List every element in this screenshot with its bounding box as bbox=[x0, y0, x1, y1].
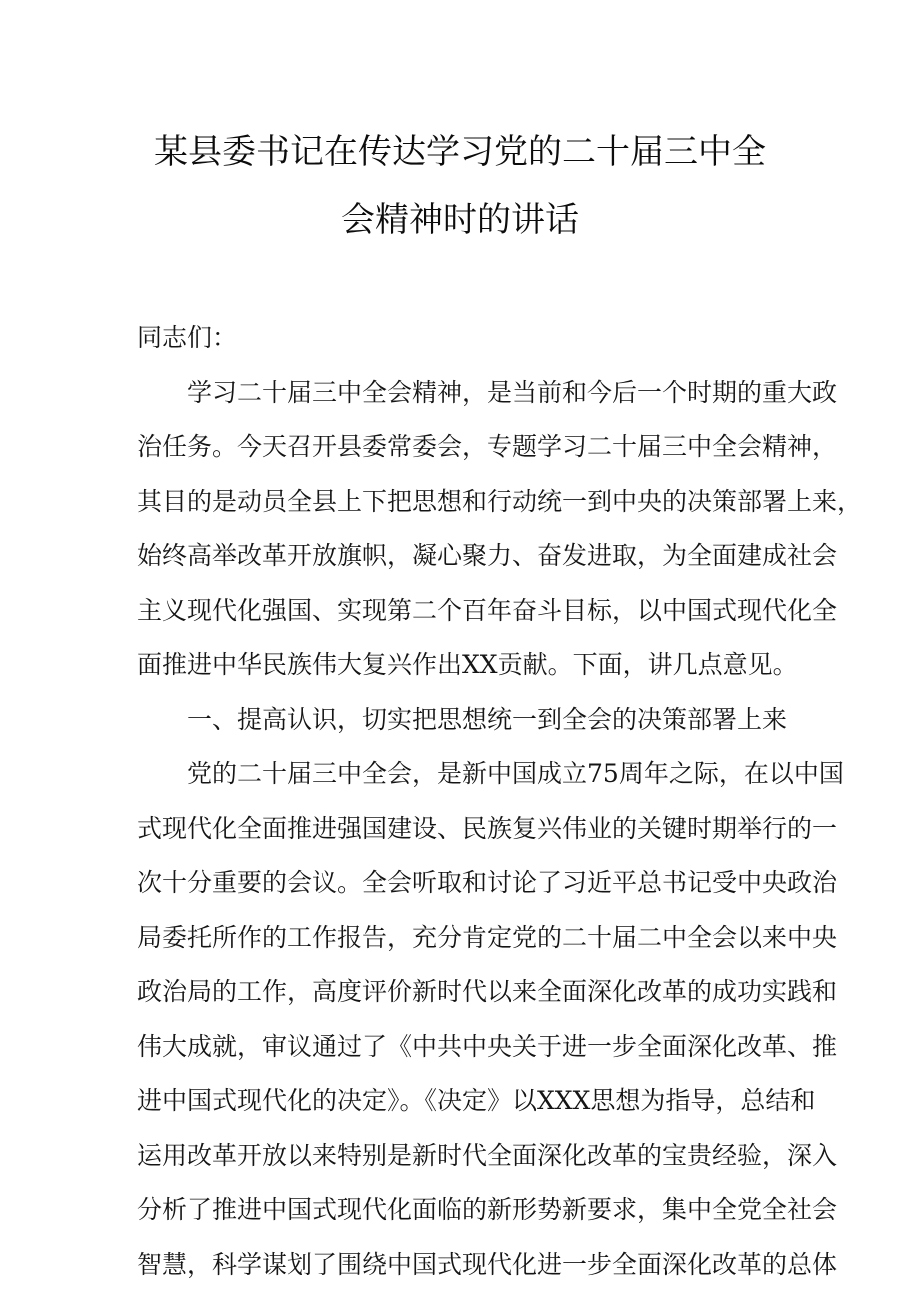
section-heading: 一、提高认识，切实把思想统一到全会的决策部署上来 bbox=[137, 705, 788, 734]
paragraph-line: 运用改革开放以来特别是新时代全面深化改革的宝贵经验，深入 bbox=[137, 1141, 838, 1170]
paragraph-line: 局委托所作的工作报告，充分肯定党的二十届二中全会以来中央 bbox=[137, 923, 838, 952]
paragraph-line: 分析了推进中国式现代化面临的新形势新要求，集中全党全社会 bbox=[137, 1195, 838, 1224]
document-title-line-1: 某县委书记在传达学习党的二十届三中全 bbox=[154, 132, 766, 172]
paragraph-line: 主义现代化强国、实现第二个百年奋斗目标，以中国式现代化全 bbox=[137, 596, 838, 625]
paragraph-line: 伟大成就，审议通过了《中共中央关于进一步全面深化改革、推 bbox=[137, 1032, 838, 1061]
paragraph-line: 学习二十届三中全会精神，是当前和今后一个时期的重大政 bbox=[137, 378, 838, 407]
paragraph-line: 其目的是动员全县上下把思想和行动统一到中央的决策部署上来， bbox=[137, 487, 863, 516]
paragraph-line: 治任务。今天召开县委常委会，专题学习二十届三中全会精神， bbox=[137, 432, 838, 461]
paragraph-line: 政治局的工作，高度评价新时代以来全面深化改革的成功实践和 bbox=[137, 977, 838, 1006]
paragraph-line: 始终高举改革开放旗帜，凝心聚力、奋发进取，为全面建成社会 bbox=[137, 541, 838, 570]
paragraph-line: 式现代化全面推进强国建设、民族复兴伟业的关键时期举行的一 bbox=[137, 814, 838, 843]
paragraph-line: 次十分重要的会议。全会听取和讨论了习近平总书记受中央政治 bbox=[137, 868, 838, 897]
salutation: 同志们： bbox=[137, 323, 238, 352]
paragraph-line: 进中国式现代化的决定》。《决定》以XXX思想为指导，总结和 bbox=[137, 1086, 816, 1115]
paragraph-line: 智慧，科学谋划了围绕中国式现代化进一步全面深化改革的总体 bbox=[137, 1250, 838, 1279]
document-title-line-2: 会精神时的讲话 bbox=[341, 200, 579, 240]
paragraph-line: 党的二十届三中全会，是新中国成立75周年之际，在以中国 bbox=[137, 759, 844, 788]
paragraph-line: 面推进中华民族伟大复兴作出XX贡献。下面，讲几点意见。 bbox=[137, 650, 798, 679]
